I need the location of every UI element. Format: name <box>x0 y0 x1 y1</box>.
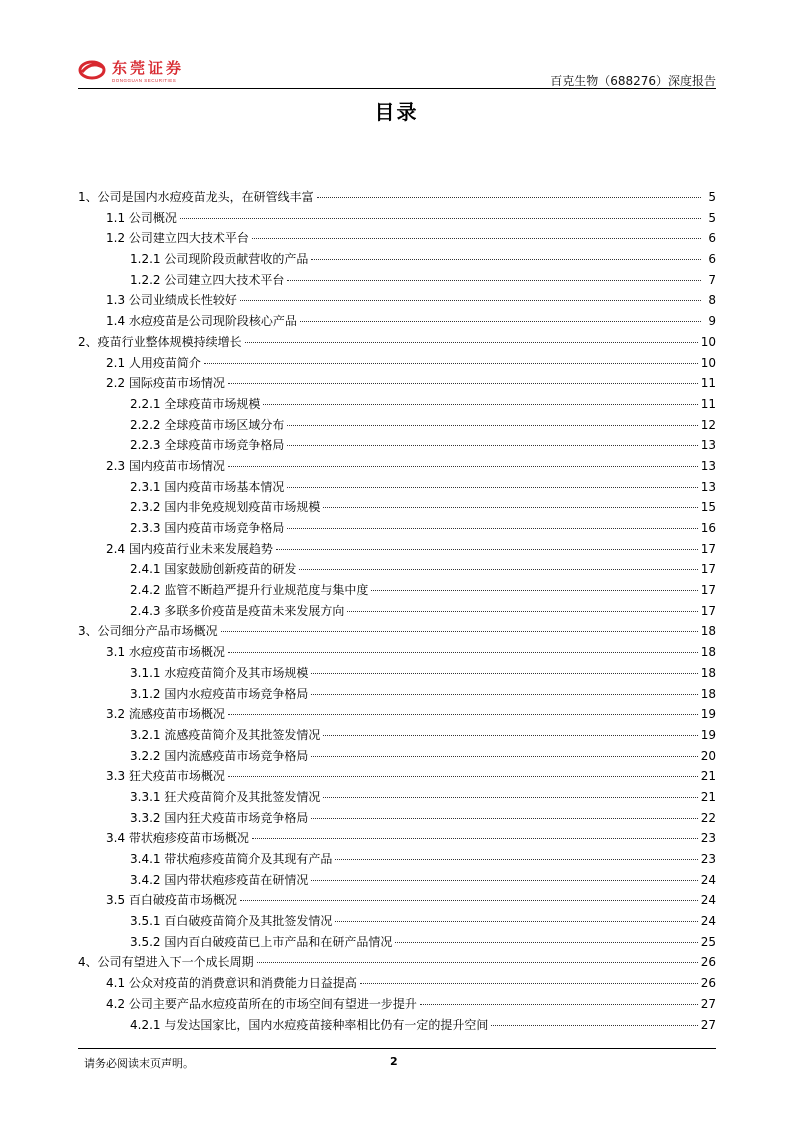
toc-entry-page: 18 <box>700 624 716 639</box>
toc-entry[interactable] <box>78 746 716 767</box>
toc-entry[interactable] <box>78 766 716 787</box>
toc-dot-leader <box>252 238 701 239</box>
toc-entry[interactable] <box>78 952 716 973</box>
toc-entry[interactable] <box>78 353 716 374</box>
toc-entry-label: 1.2.2 公司建立四大技术平台 <box>130 272 285 287</box>
svg-text:东莞证券: 东莞证券 <box>112 61 185 77</box>
disclaimer-note: 请务必阅读末页声明。 <box>84 1057 194 1070</box>
toc-entry[interactable] <box>78 539 716 560</box>
toc-entry-label: 4.2 公司主要产品水痘疫苗所在的市场空间有望进一步提升 <box>106 996 417 1011</box>
toc-dot-leader <box>276 549 698 550</box>
toc-dot-leader <box>240 300 701 301</box>
toc-entry-page: 18 <box>700 645 716 660</box>
toc-entry-page: 24 <box>700 914 716 929</box>
report-title: 百克生物（688276）深度报告 <box>550 74 716 88</box>
toc-entry[interactable] <box>78 994 716 1015</box>
toc-entry-page: 24 <box>700 893 716 908</box>
toc-entry-page: 6 <box>708 231 716 246</box>
toc-dot-leader <box>311 756 697 757</box>
toc-dot-leader <box>252 838 698 839</box>
toc-entry-label: 4.1 公众对疫苗的消费意识和消费能力日益提高 <box>106 976 357 991</box>
toc-entry[interactable] <box>78 870 716 891</box>
toc-entry-label: 3.2.1 流感疫苗简介及其批签发情况 <box>130 727 321 742</box>
toc-dot-leader <box>323 735 697 736</box>
toc-dot-leader <box>491 1025 697 1026</box>
toc-entry-page: 11 <box>700 396 716 411</box>
page-header <box>78 52 716 90</box>
toc-dot-leader <box>228 652 698 653</box>
toc-entry-label: 3.5.1 百白破疫苗简介及其批签发情况 <box>130 914 333 929</box>
toc-dot-leader <box>221 631 698 632</box>
toc-dot-leader <box>240 900 698 901</box>
toc-entry[interactable] <box>78 911 716 932</box>
toc-entry[interactable] <box>78 228 716 249</box>
toc-dot-leader <box>257 962 698 963</box>
toc-entry-page: 9 <box>708 314 716 329</box>
toc-entry-page: 26 <box>700 955 716 970</box>
toc-entry-page: 10 <box>700 355 716 370</box>
toc-dot-leader <box>311 880 697 881</box>
toc-entry[interactable] <box>78 849 716 870</box>
toc-entry-label: 1.1 公司概况 <box>106 210 177 225</box>
toc-entry[interactable] <box>78 290 716 311</box>
toc-entry-label: 3.2.2 国内流感疫苗市场竞争格局 <box>130 748 309 763</box>
toc-entry-page: 17 <box>700 603 716 618</box>
toc-entry-label: 2.2 国际疫苗市场情况 <box>106 376 225 391</box>
toc-entry-label: 2.4.3 多联多价疫苗是疫苗未来发展方向 <box>130 603 345 618</box>
toc-entry[interactable] <box>78 187 716 208</box>
toc-entry-page: 27 <box>700 996 716 1011</box>
toc-entry-label: 3.3.1 狂犬疫苗简介及其批签发情况 <box>130 789 321 804</box>
toc-entry-label: 2、疫苗行业整体规模持续增长 <box>78 334 242 349</box>
toc-entry-page: 25 <box>700 934 716 949</box>
toc-entry-page: 12 <box>700 417 716 432</box>
toc-dot-leader <box>287 487 697 488</box>
toc-dot-leader <box>287 425 697 426</box>
toc-entry[interactable] <box>78 1015 716 1036</box>
toc-entry-label: 2.4 国内疫苗行业未来发展趋势 <box>106 541 273 556</box>
toc-entry-page: 21 <box>700 789 716 804</box>
toc-dot-leader <box>323 507 697 508</box>
toc-entry-label: 2.3 国内疫苗市场情况 <box>106 458 225 473</box>
toc-entry-label: 3.2 流感疫苗市场概况 <box>106 707 225 722</box>
toc-dot-leader <box>180 218 701 219</box>
toc-dot-leader <box>228 776 698 777</box>
toc-entry-page: 11 <box>700 376 716 391</box>
toc-entry-page: 17 <box>700 562 716 577</box>
toc-dot-leader <box>299 569 697 570</box>
toc-entry[interactable] <box>78 932 716 953</box>
toc-entry[interactable] <box>78 787 716 808</box>
toc-dot-leader <box>360 983 698 984</box>
toc-entry-page: 23 <box>700 852 716 866</box>
toc-entry[interactable] <box>78 601 716 622</box>
toc-title: 目录 <box>374 100 419 124</box>
toc-entry[interactable] <box>78 808 716 829</box>
toc-entry[interactable] <box>78 621 716 642</box>
toc-dot-leader <box>420 1004 698 1005</box>
toc-entry[interactable] <box>78 435 716 456</box>
toc-entry[interactable] <box>78 580 716 601</box>
toc-entry-page: 16 <box>700 521 716 535</box>
toc-dot-leader <box>395 942 697 943</box>
toc-entry-page: 17 <box>700 583 716 598</box>
dongguan-securities-logo <box>78 56 218 84</box>
toc-dot-leader <box>335 921 697 922</box>
toc-entry[interactable] <box>78 973 716 994</box>
toc-entry-label: 1.2 公司建立四大技术平台 <box>106 231 249 246</box>
toc-dot-leader <box>371 590 697 591</box>
toc-entry[interactable] <box>78 518 716 539</box>
toc-entry[interactable] <box>78 725 716 746</box>
toc-entry-label: 2.4.1 国家鼓励创新疫苗的研发 <box>130 562 297 577</box>
toc-entry-label: 3.4.1 带状疱疹疫苗简介及其现有产品 <box>130 852 333 866</box>
toc-entry-label: 3.4 带状疱疹疫苗市场概况 <box>106 831 249 846</box>
toc-dot-leader <box>323 797 697 798</box>
page-number: 2 <box>390 1055 398 1068</box>
header-divider <box>78 88 716 89</box>
toc-entry-label: 2.4.2 监管不断趋严提升行业规范度与集中度 <box>130 583 369 598</box>
toc-dot-leader <box>245 342 698 343</box>
toc-dot-leader <box>335 859 697 860</box>
toc-dot-leader <box>347 611 697 612</box>
toc-entry-label: 2.1 人用疫苗简介 <box>106 355 201 370</box>
toc-entry-page: 5 <box>708 210 716 225</box>
toc-entry-page: 15 <box>700 500 716 515</box>
toc-entry-label: 4、公司有望进入下一个成长周期 <box>78 955 254 970</box>
toc-entry-page: 24 <box>700 872 716 887</box>
toc-entry[interactable] <box>78 663 716 684</box>
toc-entry-page: 19 <box>700 727 716 742</box>
toc-entry[interactable] <box>78 704 716 725</box>
toc-entry-page: 7 <box>708 272 716 287</box>
toc-entry[interactable] <box>78 890 716 911</box>
toc-entry-label: 3.5 百白破疫苗市场概况 <box>106 893 237 908</box>
toc-entry-label: 2.2.1 全球疫苗市场规模 <box>130 396 261 411</box>
toc-entry-label: 2.3.3 国内疫苗市场竞争格局 <box>130 521 285 535</box>
toc-entry[interactable] <box>78 684 716 705</box>
toc-entry-page: 22 <box>700 810 716 825</box>
toc-entry[interactable] <box>78 208 716 229</box>
toc-entry-page: 18 <box>700 665 716 680</box>
toc-entry-label: 1.3 公司业绩成长性较好 <box>106 293 237 308</box>
toc-dot-leader <box>228 466 698 467</box>
toc-dot-leader <box>311 818 697 819</box>
toc-entry-page: 17 <box>700 541 716 556</box>
toc-entry-page: 26 <box>700 976 716 991</box>
toc-entry[interactable] <box>78 249 716 270</box>
toc-dot-leader <box>311 259 701 260</box>
toc-dot-leader <box>287 528 697 529</box>
toc-entry[interactable] <box>78 828 716 849</box>
toc-entry-page: 21 <box>700 769 716 784</box>
footer-divider <box>78 1048 716 1049</box>
toc-entry-page: 13 <box>700 438 716 453</box>
toc-entry[interactable] <box>78 415 716 436</box>
toc-entry[interactable] <box>78 332 716 353</box>
toc-entry-page: 13 <box>700 479 716 494</box>
toc-dot-leader <box>263 404 697 405</box>
toc-entry-label: 3、公司细分产品市场概况 <box>78 624 218 639</box>
toc-dot-leader <box>204 363 698 364</box>
toc-entry-page: 20 <box>700 748 716 763</box>
toc-entry-label: 3.3.2 国内狂犬疫苗市场竞争格局 <box>130 810 309 825</box>
toc-entry[interactable] <box>78 477 716 498</box>
toc-entry-page: 18 <box>700 686 716 701</box>
toc-dot-leader <box>300 321 701 322</box>
toc-entry-label: 3.4.2 国内带状疱疹疫苗在研情况 <box>130 872 309 887</box>
toc-entry-label: 3.1.2 国内水痘疫苗市场竞争格局 <box>130 686 309 701</box>
toc-entry-page: 27 <box>700 1017 716 1032</box>
toc-entry-page: 19 <box>700 707 716 722</box>
toc-entry[interactable] <box>78 394 716 415</box>
toc-entry-page: 6 <box>708 252 716 267</box>
toc-entry-label: 2.2.2 全球疫苗市场区域分布 <box>130 417 285 432</box>
toc-entry-page: 10 <box>700 334 716 349</box>
toc-dot-leader <box>287 445 697 446</box>
toc-entry-label: 2.2.3 全球疫苗市场竞争格局 <box>130 438 285 453</box>
toc-dot-leader <box>311 694 697 695</box>
toc-dot-leader <box>311 673 697 674</box>
toc-entry-label: 2.3.2 国内非免疫规划疫苗市场规模 <box>130 500 321 515</box>
toc-entry-label: 2.3.1 国内疫苗市场基本情况 <box>130 479 285 494</box>
toc-entry-page: 23 <box>700 831 716 846</box>
toc-entry-label: 3.1.1 水痘疫苗简介及其市场规模 <box>130 665 309 680</box>
toc-entry[interactable] <box>78 373 716 394</box>
toc-entry[interactable] <box>78 497 716 518</box>
toc-entry-label: 1.4 水痘疫苗是公司现阶段核心产品 <box>106 314 297 329</box>
toc-dot-leader <box>287 280 701 281</box>
toc-entry[interactable] <box>78 311 716 332</box>
toc-entry-label: 3.5.2 国内百白破疫苗已上市产品和在研产品情况 <box>130 934 393 949</box>
toc-dot-leader <box>228 383 698 384</box>
toc-entry[interactable] <box>78 456 716 477</box>
toc-entry-label: 1、公司是国内水痘疫苗龙头，在研管线丰富 <box>78 190 314 204</box>
toc-entry-label: 3.1 水痘疫苗市场概况 <box>106 645 225 660</box>
toc-entry[interactable] <box>78 559 716 580</box>
toc-entry-label: 4.2.1 与发达国家比，国内水痘疫苗接种率相比仍有一定的提升空间 <box>130 1017 489 1032</box>
toc-dot-leader <box>317 197 701 198</box>
toc-entry-label: 3.3 狂犬疫苗市场概况 <box>106 769 225 784</box>
toc-entry[interactable] <box>78 270 716 291</box>
toc-entry-page: 13 <box>700 458 716 473</box>
toc-entry-label: 1.2.1 公司现阶段贡献营收的产品 <box>130 252 309 267</box>
svg-text:DONGGUAN SECURITIES: DONGGUAN SECURITIES <box>112 78 177 83</box>
toc-entry-page: 8 <box>708 293 716 308</box>
toc-entry-page: 5 <box>708 190 716 204</box>
toc-dot-leader <box>228 714 698 715</box>
table-of-contents <box>78 187 716 1035</box>
toc-entry[interactable] <box>78 642 716 663</box>
